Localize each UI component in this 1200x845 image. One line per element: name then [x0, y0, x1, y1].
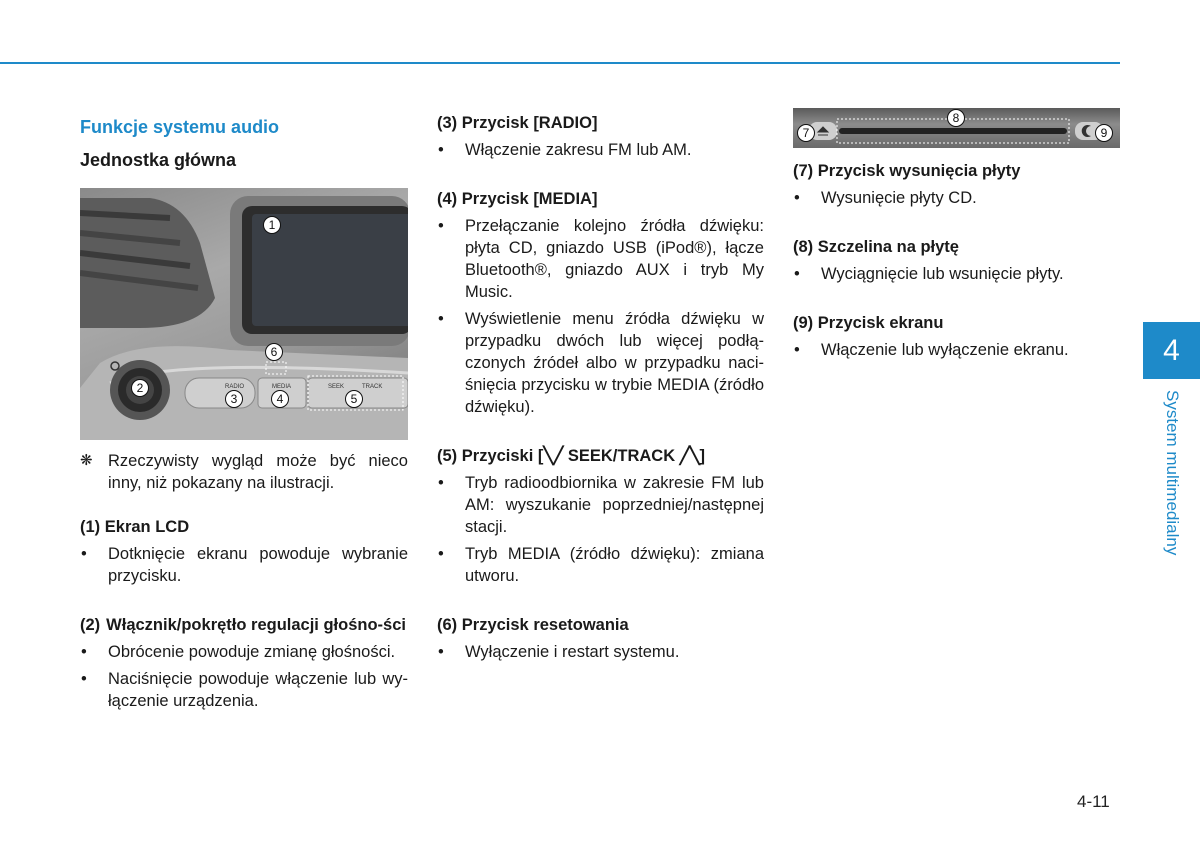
item-heading: (5) Przyciski [╲╱ SEEK/TRACK ╱╲]	[437, 447, 706, 465]
chapter-label: System multimedialny	[1163, 390, 1182, 556]
radio-button-label: RADIO	[225, 384, 245, 390]
callout-8: 8	[947, 109, 965, 127]
bullet-item: • Wysunięcie płyty CD.	[793, 187, 1120, 209]
callout-4: 4	[271, 390, 289, 408]
callout-2: 2	[131, 379, 149, 397]
callout-5: 5	[345, 390, 363, 408]
bullet-item: • Włączenie zakresu FM lub AM.	[437, 139, 764, 161]
column-2	[437, 112, 764, 668]
item-heading: (4) Przycisk [MEDIA]	[437, 190, 598, 208]
head-unit-illustration	[80, 188, 408, 440]
page-number: 4-11	[1077, 792, 1110, 811]
item-heading: (3) Przycisk [RADIO]	[437, 114, 598, 132]
note-text: Rzeczywisty wygląd może być nieco inny, niż pokazany na ilustracji.	[108, 452, 408, 492]
column-3	[793, 112, 1120, 366]
bullet-item: • Dotknięcie ekranu powoduje wybranie przycisku.	[80, 543, 408, 587]
item-bullets	[793, 339, 1120, 361]
item-heading: (1) Ekran LCD	[80, 518, 190, 536]
bullet-item: • Wyciągnięcie lub wsunięcie płyty.	[793, 263, 1120, 285]
callout-3: 3	[225, 390, 243, 408]
section-title: Funkcje systemu audio	[80, 117, 280, 137]
bullet-item: • Wyświetlenie menu źródła dźwięku w przypadku dwóch lub więcej podłą-czonych źródeł albo w przypadku naci-śnięcia przycisku w trybie MEDIA (źródło dźwięku).	[437, 308, 764, 418]
bullet-item: • Tryb radioodbiornika w zakresie FM lub AM: wyszukanie poprzedniej/następnej stacji.	[437, 472, 764, 538]
bullet-item: • Wyłączenie i restart systemu.	[437, 641, 764, 663]
bullet-item: • Naciśnięcie powoduje włączenie lub wy-łączenie urządzenia.	[80, 668, 408, 712]
bullet-item: • Obrócenie powoduje zmianę głośności.	[80, 641, 408, 663]
item-heading: (9) Przycisk ekranu	[793, 314, 944, 332]
column-1	[80, 112, 408, 717]
callout-1: 1	[263, 216, 281, 234]
illustration-note	[80, 450, 408, 494]
item-bullets	[437, 215, 764, 418]
seek-button-label: SEEK	[328, 384, 345, 390]
item-bullets	[437, 472, 764, 587]
media-button-label: MEDIA	[272, 384, 292, 390]
item-bullets	[793, 263, 1120, 285]
bullet-item: • Włączenie lub wyłączenie ekranu.	[793, 339, 1120, 361]
bullet-item: • Tryb MEDIA (źródło dźwięku): zmiana utworu.	[437, 543, 764, 587]
note-symbol: ❋	[80, 452, 93, 469]
item-heading: (7) Przycisk wysunięcia płyty	[793, 162, 1021, 180]
item-heading: (8) Szczelina na płytę	[793, 238, 959, 256]
header-rule	[0, 62, 1120, 64]
callout-6: 6	[265, 343, 283, 361]
item-bullets	[437, 139, 764, 161]
item-bullets	[80, 641, 408, 712]
chapter-tab: 4	[1143, 322, 1200, 379]
track-button-label: TRACK	[362, 384, 383, 390]
callout-7: 7	[797, 124, 815, 142]
item-bullets	[437, 641, 764, 663]
bullet-item: • Przełączanie kolejno źródła dźwięku: płyta CD, gniazdo USB (iPod®), łącze Bluetooth®, gniazdo AUX i tryb My Music.	[437, 215, 764, 303]
item-heading: (2) Włącznik/pokrętło regulacji głośno-ści	[80, 616, 406, 634]
callout-9: 9	[1095, 124, 1113, 142]
item-bullets	[793, 187, 1120, 209]
item-heading: (6) Przycisk resetowania	[437, 616, 629, 634]
item-bullets	[80, 543, 408, 587]
subtitle: Jednostka główna	[80, 150, 237, 170]
cd-slot-illustration	[793, 108, 1120, 148]
